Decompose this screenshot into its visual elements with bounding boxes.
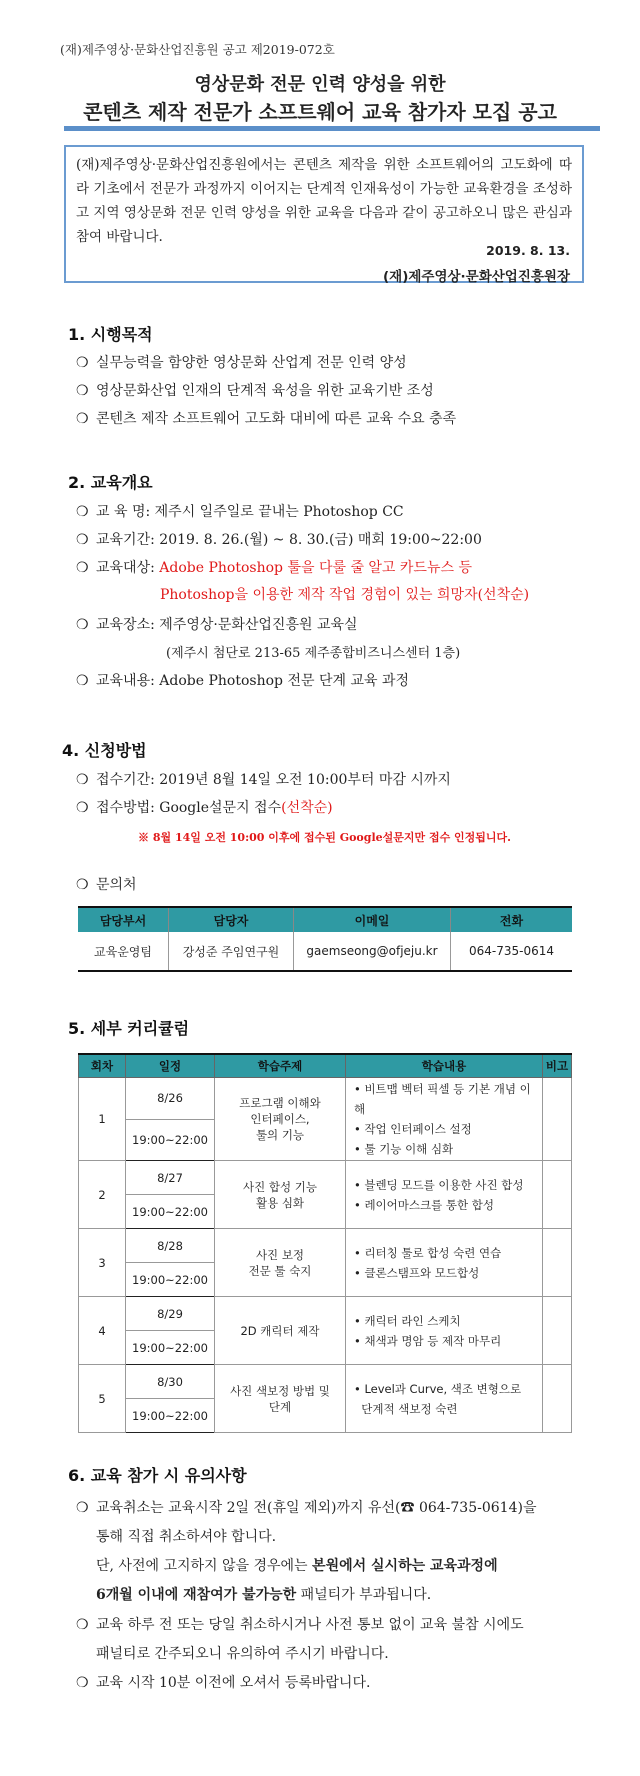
apply-method-first-come: (선착순) — [281, 800, 333, 816]
content-line: • 블렌딩 모드를 이용한 사진 합성 — [354, 1177, 524, 1192]
bullet-icon: ❍ — [76, 355, 89, 371]
s6-line-7 — [76, 1672, 370, 1692]
s2-course-name — [76, 501, 404, 521]
s1-item-3-text: 콘텐츠 제작 소프트웨어 고도화 대비에 따른 교육 수요 충족 — [96, 411, 457, 427]
bullet-icon: ❍ — [76, 560, 89, 576]
s6-line-4b: 패널티가 부과됩니다. — [296, 1587, 432, 1603]
session-time: 19:00~22:00 — [126, 1331, 215, 1365]
page-title-line2: 콘텐츠 제작 전문가 소프트웨어 교육 참가자 모집 공고 — [83, 100, 557, 124]
title-underline — [64, 126, 600, 131]
content-line: • 채색과 명암 등 제작 마무리 — [354, 1333, 502, 1348]
s2-period — [76, 529, 482, 549]
session-remark — [543, 1229, 572, 1297]
place-value: 제주영상·문화산업진흥원 교육실 — [159, 617, 358, 633]
s1-item-1-text: 실무능력을 함양한 영상문화 산업계 전문 인력 양성 — [96, 355, 407, 371]
contact-header-email: 이메일 — [294, 907, 451, 932]
bullet-icon: ❍ — [76, 673, 89, 689]
bullet-icon: ❍ — [76, 617, 89, 633]
session-content — [346, 1229, 543, 1297]
target-label: 교육대상: — [96, 560, 155, 576]
session-no: 5 — [79, 1365, 126, 1433]
session-no: 3 — [79, 1229, 126, 1297]
curriculum-header-topic: 학습주제 — [215, 1054, 346, 1078]
content-line: • 레이어마스크를 통한 합성 — [354, 1197, 494, 1212]
curriculum-table — [78, 1053, 572, 1433]
bullet-icon: ❍ — [76, 877, 89, 893]
session-no: 4 — [79, 1297, 126, 1365]
contact-person: 강성준 주임연구원 — [169, 932, 294, 971]
section-6-heading: 6. 교육 참가 시 유의사항 — [68, 1466, 247, 1485]
s4-contact-label — [76, 874, 137, 894]
session-time: 19:00~22:00 — [126, 1195, 215, 1229]
s6-line-3a: 단, 사전에 고지하지 않을 경우에는 — [96, 1558, 313, 1574]
period-value: 2019. 8. 26.(월) ~ 8. 30.(금) 매회 19:00~22:00 — [159, 532, 482, 548]
session-remark — [543, 1297, 572, 1365]
session-time: 19:00~22:00 — [126, 1263, 215, 1297]
bullet-icon: ❍ — [76, 504, 89, 520]
bullet-icon: ❍ — [76, 383, 89, 399]
session-date: 8/28 — [126, 1229, 215, 1263]
table-row — [79, 1229, 572, 1263]
section-5-heading: 5. 세부 커리큘럼 — [68, 1019, 190, 1038]
course-name-value: 제주시 일주일로 끝내는 Photoshop CC — [154, 504, 404, 520]
table-row — [78, 932, 572, 971]
session-time: 19:00~22:00 — [126, 1399, 215, 1433]
s6-line-7-text: 교육 시작 10분 이전에 오셔서 등록바랍니다. — [96, 1675, 371, 1691]
session-time: 19:00~22:00 — [126, 1119, 215, 1161]
content-line: • 툴 기능 이해 심화 — [354, 1142, 454, 1156]
bullet-icon: ❍ — [76, 1675, 89, 1691]
s4-period — [76, 769, 451, 789]
target-value-line2: Photoshop을 이용한 제작 작업 경험이 있는 희망자(선착순) — [160, 587, 530, 603]
curriculum-header-no: 회차 — [79, 1054, 126, 1078]
table-row — [79, 1078, 572, 1120]
period-label: 교육기간: — [96, 532, 155, 548]
intro-text: (재)제주영상·문화산업진흥원에서는 콘텐츠 제작을 위한 소프트웨어의 고도화에 따라 기초에서 전문가 과정까지 이어지는 단계적 인재육성이 가능한 교육환경을 조성하고 지역 영상문화 전문 인력 양성을 위한 교육을 다음과 같이 공고하오니 많은 관심과 참여 바랍니다. — [76, 157, 572, 245]
topic-line: 사진 색보정 방법 및 — [230, 1383, 330, 1398]
content-line: • 리터칭 툴로 합성 숙련 연습 — [354, 1245, 502, 1260]
target-value-line1: Adobe Photoshop 툴을 다룰 줄 알고 카드뉴스 등 — [159, 560, 472, 576]
curriculum-header-date: 일정 — [126, 1054, 215, 1078]
session-topic — [215, 1078, 346, 1161]
content-label: 교육내용: — [96, 673, 155, 689]
session-topic — [215, 1229, 346, 1297]
place-label: 교육장소: — [96, 617, 155, 633]
topic-line: 툴의 기능 — [255, 1128, 305, 1142]
session-content — [346, 1161, 543, 1229]
content-line: • 클론스탬프와 모드합성 — [354, 1265, 480, 1280]
contact-table — [78, 906, 572, 972]
table-row — [79, 1297, 572, 1331]
s1-item-3 — [76, 408, 456, 428]
s6-line-6: 패널티로 간주되오니 유의하여 주시기 바랍니다. — [96, 1646, 389, 1662]
session-topic — [215, 1297, 346, 1365]
s1-item-2 — [76, 380, 434, 400]
contact-header-dept: 담당부서 — [78, 907, 169, 932]
curriculum-header-remark: 비고 — [543, 1054, 572, 1078]
s6-line-1-text: 교육취소는 교육시작 2일 전(휴일 제외)까지 유선(☎ 064-735-0614)을 — [96, 1500, 537, 1516]
s6-line-3b: 본원에서 실시하는 교육과정에 — [312, 1558, 498, 1574]
content-value: Adobe Photoshop 전문 단계 교육 과정 — [159, 673, 409, 689]
bullet-icon: ❍ — [76, 411, 89, 427]
session-no: 1 — [79, 1078, 126, 1161]
topic-line: 인터페이스, — [250, 1112, 310, 1126]
s2-place — [76, 614, 358, 634]
content-line: • 비트맵 벡터 픽셀 등 기본 개념 이해 — [354, 1082, 531, 1116]
bullet-icon: ❍ — [76, 532, 89, 548]
session-no: 2 — [79, 1161, 126, 1229]
intro-box — [64, 145, 584, 283]
topic-line: 프로그램 이해와 — [239, 1096, 321, 1110]
session-date: 8/29 — [126, 1297, 215, 1331]
bullet-icon: ❍ — [76, 772, 89, 788]
table-row — [79, 1365, 572, 1399]
topic-line: 사진 보정 — [255, 1247, 305, 1262]
session-remark — [543, 1161, 572, 1229]
contact-label-text: 문의처 — [96, 877, 137, 893]
contact-dept: 교육운영팀 — [78, 932, 169, 971]
s1-item-1 — [76, 352, 407, 372]
content-line: • 캐릭터 라인 스케치 — [354, 1313, 461, 1328]
s6-line-1 — [76, 1497, 536, 1517]
place-address: (제주시 첨단로 213-65 제주종합비즈니스센터 1층) — [166, 646, 461, 661]
topic-line: 활용 심화 — [255, 1195, 305, 1210]
bullet-icon: ❍ — [76, 1500, 89, 1516]
curriculum-header-content: 학습내용 — [346, 1054, 543, 1078]
contact-header-phone: 전화 — [451, 907, 573, 932]
s6-line-2: 통해 직접 취소하셔야 합니다. — [96, 1529, 277, 1545]
s1-item-2-text: 영상문화산업 인재의 단계적 육성을 위한 교육기반 조성 — [96, 383, 434, 399]
apply-note: ※ 8월 14일 오전 10:00 이후에 접수된 Google설문지만 접수 인정됩니다. — [138, 831, 512, 844]
apply-period-text: 접수기간: 2019년 8월 14일 오전 10:00부터 마감 시까지 — [96, 772, 451, 788]
contact-email[interactable]: gaemseong@ofjeju.kr — [294, 932, 451, 971]
apply-method-text: 접수방법: Google설문지 접수 — [96, 800, 282, 816]
notice-number: (재)제주영상·문화산업진흥원 공고 제2019-072호 — [60, 42, 335, 57]
session-remark — [543, 1365, 572, 1433]
topic-line: 단계 — [268, 1399, 292, 1414]
session-date: 8/27 — [126, 1161, 215, 1195]
section-4-heading: 4. 신청방법 — [62, 741, 147, 760]
session-content — [346, 1078, 543, 1161]
session-content — [346, 1297, 543, 1365]
course-name-label: 교 육 명: — [96, 504, 151, 520]
section-1-heading: 1. 시행목적 — [68, 325, 153, 344]
s2-target — [76, 557, 472, 577]
s2-content — [76, 670, 409, 690]
session-date: 8/26 — [126, 1078, 215, 1120]
session-date: 8/30 — [126, 1365, 215, 1399]
section-2-heading: 2. 교육개요 — [68, 473, 153, 492]
table-row — [79, 1161, 572, 1195]
session-remark — [543, 1078, 572, 1161]
content-line: 단계적 색보정 숙련 — [354, 1401, 458, 1416]
contact-header-person: 담당자 — [169, 907, 294, 932]
topic-line: 2D 캐릭터 제작 — [240, 1323, 320, 1338]
intro-date: 2019. 8. 13. — [486, 243, 570, 258]
s6-line-5 — [76, 1614, 524, 1634]
s6-line-5-text: 교육 하루 전 또는 당일 취소하시거나 사전 통보 없이 교육 불참 시에도 — [96, 1617, 524, 1633]
contact-phone: 064-735-0614 — [451, 932, 573, 971]
s4-method — [76, 797, 333, 817]
s6-line-4 — [96, 1584, 431, 1604]
s6-line-4a: 6개월 이내에 재참여가 불가능한 — [96, 1587, 297, 1603]
intro-signature: (재)제주영상·문화산업진흥원장 — [382, 269, 570, 285]
topic-line: 전문 툴 숙지 — [248, 1263, 312, 1278]
session-topic — [215, 1161, 346, 1229]
bullet-icon: ❍ — [76, 1617, 89, 1633]
content-line: • 작업 인터페이스 설정 — [354, 1122, 472, 1136]
content-line: • Level과 Curve, 색조 변형으로 — [354, 1381, 522, 1396]
page-title-line1: 영상문화 전문 인력 양성을 위한 — [194, 74, 446, 95]
topic-line: 사진 합성 기능 — [243, 1179, 317, 1194]
bullet-icon: ❍ — [76, 800, 89, 816]
session-topic — [215, 1365, 346, 1433]
s6-line-3 — [96, 1555, 498, 1575]
session-content — [346, 1365, 543, 1433]
